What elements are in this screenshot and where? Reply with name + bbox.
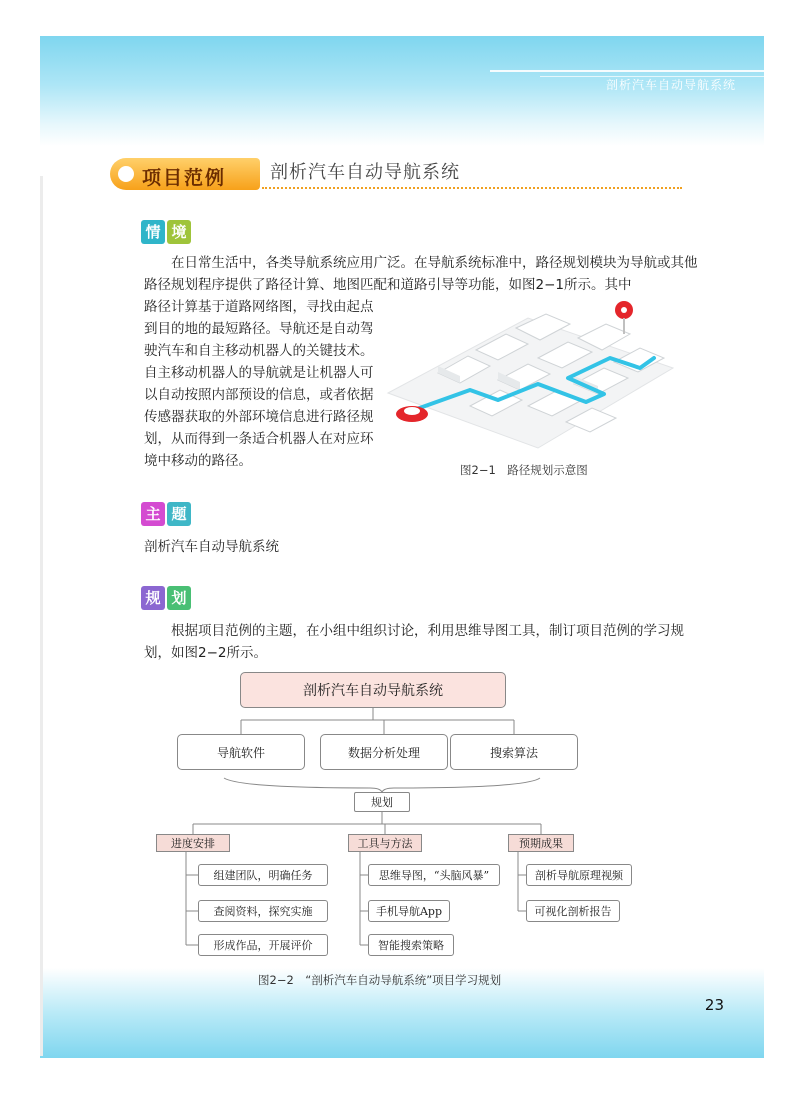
mindmap-leaf-node: 形成作品，开展评价	[198, 934, 328, 956]
page-number: 23	[704, 996, 724, 1014]
mindmap-leaf-node: 可视化剖析报告	[526, 900, 620, 922]
mindmap-root-node: 剖析汽车自动导航系统	[240, 672, 506, 708]
tag-char: 主	[141, 502, 165, 526]
plan-paragraph: 根据项目范例的主题，在小组中组织讨论，利用思维导图工具，制订项目范例的学习规划，如图2−2所示。	[144, 623, 684, 661]
section-title: 剖析汽车自动导航系统	[270, 162, 460, 183]
textbook-page	[40, 36, 764, 1058]
mindmap-category-node: 工具与方法	[348, 834, 422, 852]
mindmap-topic-node: 搜索算法	[450, 734, 578, 770]
theme-text: 剖析汽车自动导航系统	[144, 539, 279, 555]
situation-paragraph: 在日常生活中，各类导航系统应用广泛。在导航系统标准中，路径规划模块为导航或其他路径规划程序提供了路径计算、地图匹配和道路引导等功能，如图2−1所示。其中	[144, 255, 698, 293]
mindmap-category-node: 预期成果	[508, 834, 574, 852]
mindmap-leaf-node: 剖析导航原理视频	[526, 864, 632, 886]
mindmap-leaf-node: 手机导航App	[368, 900, 450, 922]
tag-char: 境	[167, 220, 191, 244]
mindmap-topic-node: 数据分析处理	[320, 734, 448, 770]
route-map-illustration	[378, 298, 678, 458]
figure1-caption: 图2−1 路径规划示意图	[460, 463, 588, 477]
header-decor-line	[490, 70, 764, 72]
badge-dot-icon	[118, 166, 134, 182]
plan-tag	[141, 586, 191, 610]
section-badge-label: 项目范例	[142, 167, 227, 189]
mindmap-leaf-node: 组建团队，明确任务	[198, 864, 328, 886]
mindmap-leaf-node: 思维导图，“头脑风暴”	[368, 864, 500, 886]
left-margin-rule	[40, 176, 43, 1056]
title-dotted-rule	[262, 187, 682, 189]
tag-char: 情	[141, 220, 165, 244]
mindmap-topic-node: 导航软件	[177, 734, 305, 770]
figure2-caption: 图2−2 “剖析汽车自动导航系统”项目学习规划	[258, 973, 502, 987]
tag-char: 划	[167, 586, 191, 610]
mindmap-plan-node: 规划	[354, 792, 410, 812]
mindmap-leaf-node: 查阅资料，探究实施	[198, 900, 328, 922]
tag-char: 题	[167, 502, 191, 526]
mindmap-category-node: 进度安排	[156, 834, 230, 852]
running-title: 剖析汽车自动导航系统	[605, 78, 736, 92]
tag-char: 规	[141, 586, 165, 610]
mindmap-leaf-node: 智能搜索策略	[368, 934, 454, 956]
theme-tag	[141, 502, 191, 526]
situation-tag	[141, 220, 191, 244]
situation-paragraph-cont: 路径计算基于道路网络图，寻找由起点到目的地的最短路径。导航还是自动驾驶汽车和自主移动机器人的关键技术。自主移动机器人的导航就是让机器人可以自动按照内部预设的信息，或者依据传感器获取的外部环境信息进行路径规划，从而得到一条适合机器人在对应环境中移动的路径。	[144, 299, 374, 469]
car-icon	[396, 406, 428, 422]
